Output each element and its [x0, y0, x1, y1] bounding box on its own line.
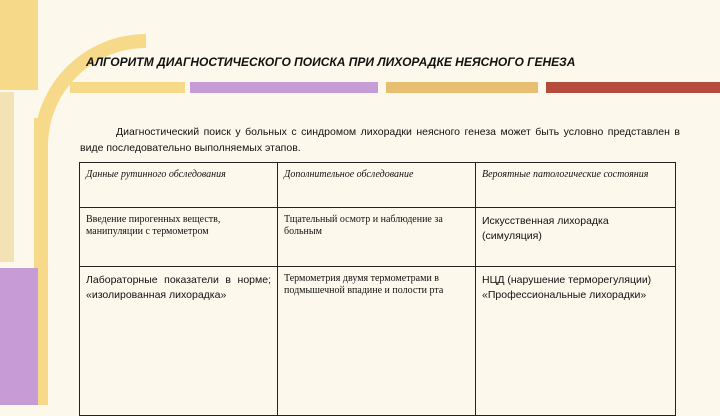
decor-bar-red — [546, 82, 720, 93]
header-additional: Дополнительное обследование — [278, 163, 476, 208]
table-header-row — [80, 163, 676, 208]
table-row — [80, 267, 676, 416]
table-cell: НЦД (нарушение терморегуляции) «Профессиональные лихорадки» — [476, 267, 676, 416]
table-cell: Искусственная лихорадка (симуляция) — [476, 208, 676, 267]
table-cell: Лабораторные показатели в норме; «изолированная лихорадка» — [80, 267, 278, 416]
decor-bar-gold — [386, 82, 538, 93]
intro-paragraph: Диагностический поиск у больных с синдромом лихорадки неясного генеза может быть условно представлен в виде последовательно выполняемых этапов. — [80, 126, 680, 154]
table-cell: Термометрия двумя термометрами в подмышечной впадине и полости рта — [278, 267, 476, 416]
header-routine: Данные рутинного обследования — [80, 163, 278, 208]
table-cell: Тщательный осмотр и наблюдение за больным — [278, 208, 476, 267]
table-cell: Введение пирогенных веществ, манипуляции с термометром — [80, 208, 278, 267]
table-row — [80, 208, 676, 267]
decor-yellow-block — [0, 0, 38, 90]
decor-left-light-stripe — [0, 92, 14, 262]
decor-left-purple-block — [0, 268, 38, 405]
header-conditions: Вероятные патологические состояния — [476, 163, 676, 208]
decor-bar-yellow — [70, 82, 185, 93]
decor-bar-purple — [190, 82, 378, 93]
page-title: АЛГОРИТМ ДИАГНОСТИЧЕСКОГО ПОИСКА ПРИ ЛИХОРАДКЕ НЕЯСНОГО ГЕНЕЗА — [86, 55, 576, 69]
diagnostic-table — [79, 162, 676, 416]
